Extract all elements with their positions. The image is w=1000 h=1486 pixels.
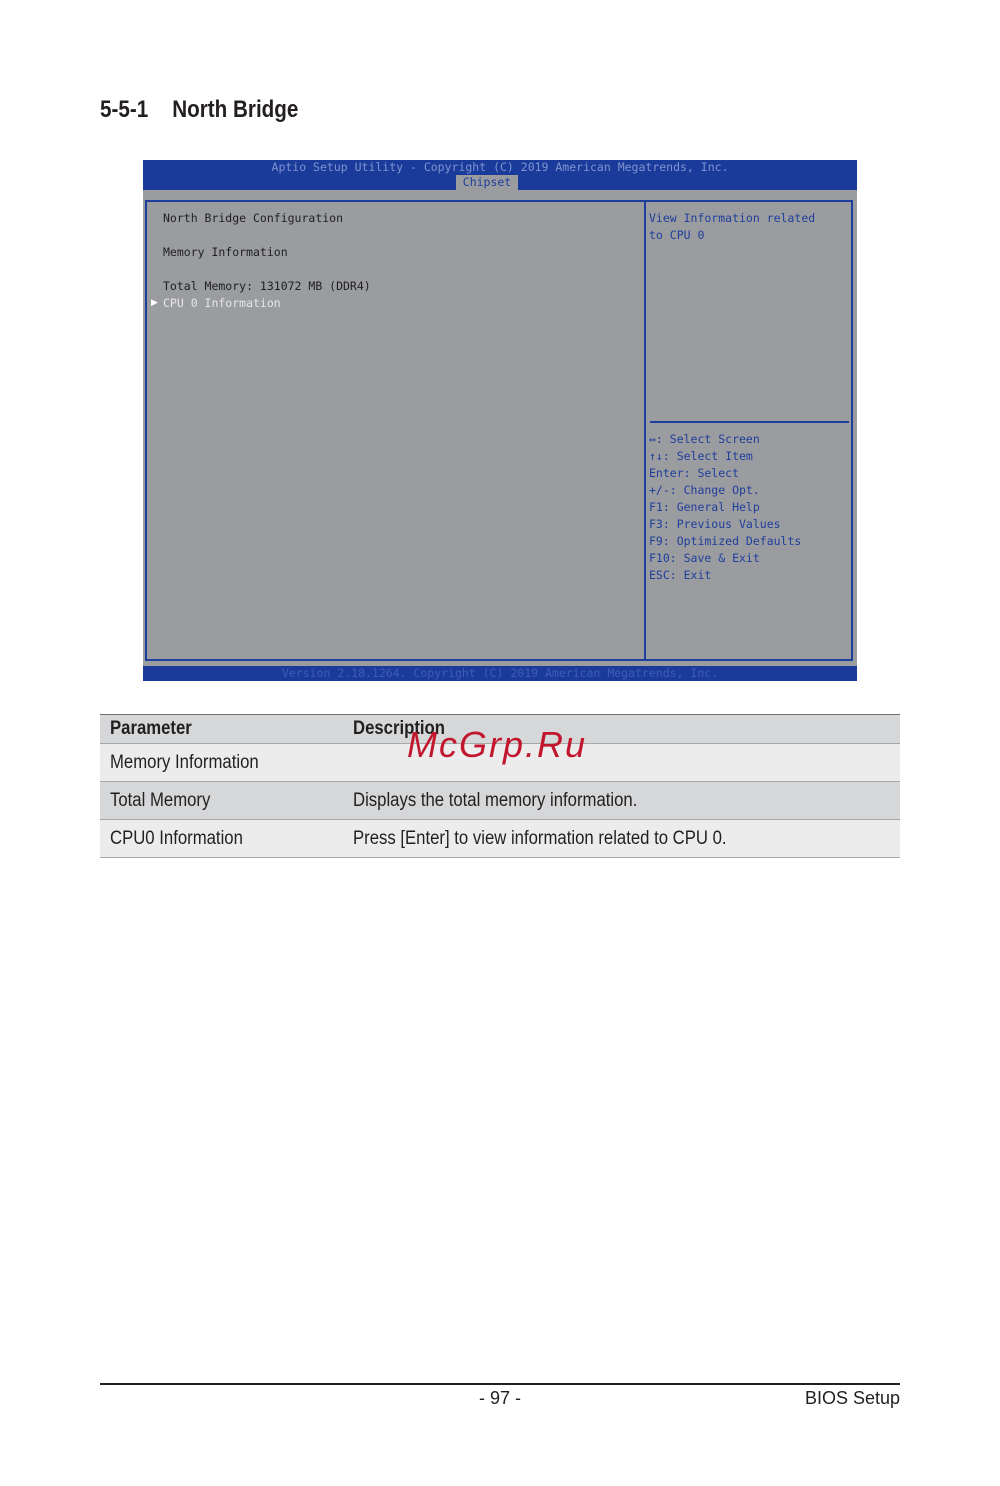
page-number: - 97 - bbox=[478, 1388, 521, 1408]
menu-item-north-bridge-configuration: North Bridge Configuration bbox=[163, 211, 344, 225]
key-help-f3: F3: Previous Values bbox=[649, 517, 781, 531]
key-help-select-screen: ↔: Select Screen bbox=[649, 432, 760, 446]
key-help-f1: F1: General Help bbox=[649, 500, 760, 514]
key-help-change-opt: +/-: Change Opt. bbox=[649, 483, 760, 497]
param-cell: CPU0 Information bbox=[100, 820, 343, 858]
key-help-f9: F9: Optimized Defaults bbox=[649, 534, 802, 548]
bios-help-panel bbox=[644, 200, 853, 661]
section-number: 5-5-1 bbox=[100, 96, 149, 123]
help-text-line-2: to CPU 0 bbox=[649, 228, 705, 242]
menu-item-cpu0-information[interactable]: CPU 0 Information bbox=[163, 296, 281, 310]
help-divider bbox=[650, 421, 849, 423]
description-cell: Press [Enter] to view information related to CPU 0. bbox=[343, 820, 900, 858]
table-row bbox=[100, 782, 900, 820]
submenu-arrow-icon: ▶ bbox=[151, 297, 158, 307]
bios-settings-panel bbox=[145, 200, 645, 661]
section-title bbox=[100, 96, 298, 124]
table-row bbox=[100, 820, 900, 858]
menu-item-total-memory: Total Memory: 131072 MB (DDR4) bbox=[163, 279, 371, 293]
tab-chipset[interactable]: Chipset bbox=[456, 175, 518, 190]
bios-title: Aptio Setup Utility - Copyright (C) 2019 American Megatrends, Inc. bbox=[271, 160, 729, 174]
footer-section-label: BIOS Setup bbox=[804, 1388, 900, 1408]
key-help-enter: Enter: Select bbox=[649, 466, 740, 480]
key-help-f10: F10: Save & Exit bbox=[649, 551, 760, 565]
column-header-parameter: Parameter bbox=[100, 715, 343, 744]
help-text-line-1: View Information related bbox=[649, 211, 816, 225]
key-help-esc: ESC: Exit bbox=[649, 568, 712, 582]
description-cell: Displays the total memory information. bbox=[343, 782, 900, 820]
menu-item-memory-information: Memory Information bbox=[163, 245, 288, 259]
footer-divider bbox=[100, 1383, 900, 1385]
watermark-logo: McGrp.Ru bbox=[407, 724, 588, 765]
column-header-description: Description bbox=[343, 715, 900, 744]
param-cell: Memory Information bbox=[100, 744, 343, 782]
section-heading: North Bridge bbox=[172, 96, 299, 123]
bios-screenshot bbox=[143, 160, 857, 681]
param-cell: Total Memory bbox=[100, 782, 343, 820]
key-help-select-item: ↑↓: Select Item bbox=[649, 449, 753, 463]
bios-header bbox=[143, 160, 857, 190]
bios-footer: Version 2.18.1264. Copyright (C) 2019 American Megatrends, Inc. bbox=[143, 666, 857, 681]
